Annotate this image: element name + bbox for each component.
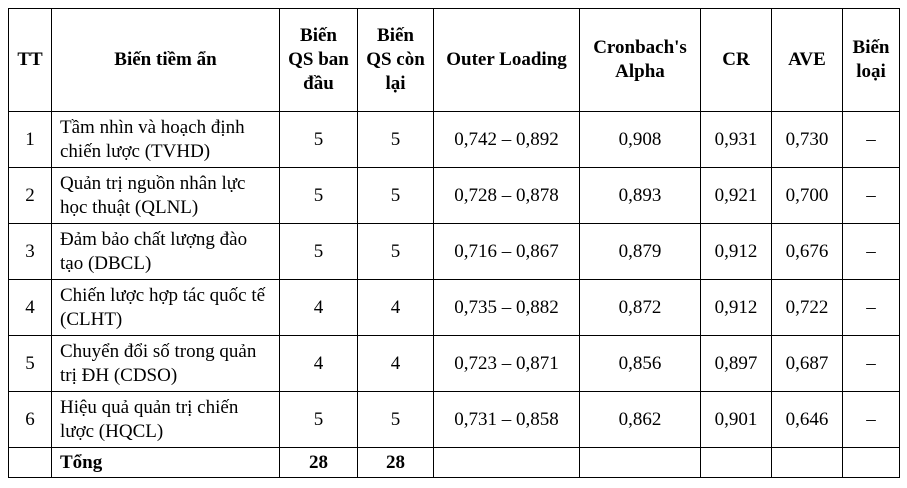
cell-initial-items: 5 [280,168,358,224]
total-initial-items: 28 [280,448,358,478]
cell-outer-loading: 0,723 – 0,871 [434,336,580,392]
cell-ave: 0,676 [772,224,843,280]
cell-removed-items: – [843,224,900,280]
cell-cr: 0,901 [701,392,772,448]
table-row [9,168,900,224]
cell-tt: 4 [9,280,52,336]
cell-initial-items: 5 [280,392,358,448]
cell-initial-items: 4 [280,280,358,336]
cell-initial-items: 4 [280,336,358,392]
cell-ave: 0,722 [772,280,843,336]
table-row [9,280,900,336]
table-row [9,224,900,280]
cell-tt: 2 [9,168,52,224]
cell-outer-loading: 0,735 – 0,882 [434,280,580,336]
cell-latent-variable: Tầm nhìn và hoạch định chiến lược (TVHD) [52,112,280,168]
cell-empty [434,448,580,478]
table-row [9,392,900,448]
total-remaining-items: 28 [358,448,434,478]
total-label: Tổng [52,448,280,478]
cell-cronbach-alpha: 0,862 [580,392,701,448]
cell-removed-items: – [843,168,900,224]
cell-latent-variable: Chuyển đổi số trong quản trị ĐH (CDSO) [52,336,280,392]
cell-remaining-items: 4 [358,336,434,392]
cell-latent-variable: Đảm bảo chất lượng đào tạo (DBCL) [52,224,280,280]
cell-empty [701,448,772,478]
cell-remaining-items: 5 [358,112,434,168]
cell-initial-items: 5 [280,112,358,168]
header-tt: TT [9,9,52,112]
cell-tt: 5 [9,336,52,392]
cell-empty [580,448,701,478]
cell-cronbach-alpha: 0,908 [580,112,701,168]
cell-outer-loading: 0,731 – 0,858 [434,392,580,448]
cell-empty [9,448,52,478]
cell-cr: 0,912 [701,224,772,280]
cell-removed-items: – [843,280,900,336]
cell-outer-loading: 0,728 – 0,878 [434,168,580,224]
header-removed-items: Biến loại [843,9,900,112]
cell-initial-items: 5 [280,224,358,280]
header-outer-loading: Outer Loading [434,9,580,112]
cell-latent-variable: Chiến lược hợp tác quốc tế (CLHT) [52,280,280,336]
cell-empty [843,448,900,478]
cell-cronbach-alpha: 0,879 [580,224,701,280]
header-initial-items: Biến QS ban đầu [280,9,358,112]
total-row [9,448,900,478]
cell-cronbach-alpha: 0,872 [580,280,701,336]
cell-tt: 1 [9,112,52,168]
cell-latent-variable: Hiệu quả quản trị chiến lược (HQCL) [52,392,280,448]
cell-ave: 0,700 [772,168,843,224]
cell-cr: 0,897 [701,336,772,392]
header-cr: CR [701,9,772,112]
header-cronbach-alpha: Cronbach's Alpha [580,9,701,112]
header-row [9,9,900,112]
cell-remaining-items: 4 [358,280,434,336]
cell-cr: 0,921 [701,168,772,224]
cell-latent-variable: Quản trị nguồn nhân lực học thuật (QLNL) [52,168,280,224]
header-ave: AVE [772,9,843,112]
cell-remaining-items: 5 [358,168,434,224]
cell-tt: 3 [9,224,52,280]
cell-remaining-items: 5 [358,224,434,280]
cell-removed-items: – [843,112,900,168]
cell-ave: 0,687 [772,336,843,392]
header-remaining-items: Biến QS còn lại [358,9,434,112]
cell-cr: 0,931 [701,112,772,168]
cell-cr: 0,912 [701,280,772,336]
cell-outer-loading: 0,742 – 0,892 [434,112,580,168]
table-row [9,336,900,392]
cell-ave: 0,730 [772,112,843,168]
reliability-table [8,8,900,478]
cell-removed-items: – [843,392,900,448]
cell-empty [772,448,843,478]
cell-outer-loading: 0,716 – 0,867 [434,224,580,280]
cell-remaining-items: 5 [358,392,434,448]
cell-removed-items: – [843,336,900,392]
cell-cronbach-alpha: 0,893 [580,168,701,224]
table-row [9,112,900,168]
cell-cronbach-alpha: 0,856 [580,336,701,392]
cell-tt: 6 [9,392,52,448]
cell-ave: 0,646 [772,392,843,448]
header-latent-variable: Biến tiềm ẩn [52,9,280,112]
